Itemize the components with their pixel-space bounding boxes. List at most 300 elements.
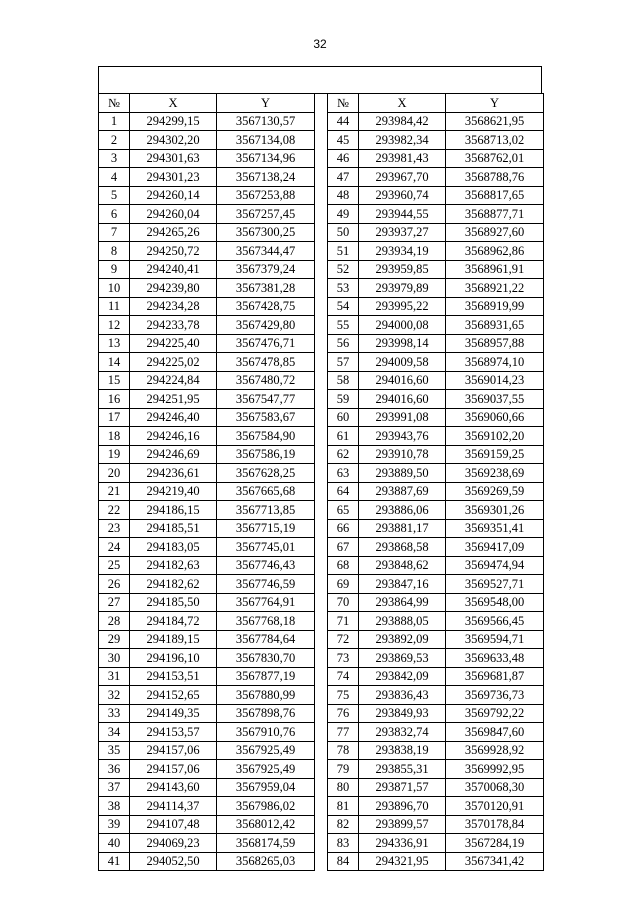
table-row — [99, 612, 544, 631]
cell-y: 3568713,02 — [446, 131, 544, 150]
cell-number: 35 — [99, 741, 130, 760]
column-gap — [315, 797, 328, 816]
cell-x: 294153,57 — [130, 723, 217, 742]
cell-y: 3568817,65 — [446, 186, 544, 205]
cell-x: 293937,27 — [359, 223, 446, 242]
column-gap — [315, 371, 328, 390]
cell-number: 44 — [328, 112, 359, 131]
cell-number: 2 — [99, 131, 130, 150]
column-gap — [315, 778, 328, 797]
cell-y: 3569102,20 — [446, 427, 544, 446]
cell-x: 294299,15 — [130, 112, 217, 131]
cell-y: 3569633,48 — [446, 649, 544, 668]
table-row — [99, 390, 544, 409]
cell-y: 3569792,22 — [446, 704, 544, 723]
column-gap — [315, 334, 328, 353]
cell-y: 3570178,84 — [446, 815, 544, 834]
column-gap — [315, 390, 328, 409]
cell-y: 3568174,59 — [217, 834, 315, 853]
cell-number: 71 — [328, 612, 359, 631]
cell-y: 3568921,22 — [446, 279, 544, 298]
cell-y: 3568265,03 — [217, 852, 315, 871]
table-row — [99, 260, 544, 279]
cell-number: 30 — [99, 649, 130, 668]
cell-y: 3569351,41 — [446, 519, 544, 538]
column-header-number: № — [328, 94, 359, 113]
cell-x: 294016,60 — [359, 390, 446, 409]
cell-number: 23 — [99, 519, 130, 538]
cell-x: 293960,74 — [359, 186, 446, 205]
cell-y: 3567925,49 — [217, 741, 315, 760]
cell-x: 294234,28 — [130, 297, 217, 316]
column-header-x: X — [359, 94, 446, 113]
table-row — [99, 852, 544, 871]
table-row — [99, 593, 544, 612]
cell-x: 293869,53 — [359, 649, 446, 668]
cell-y: 3567959,04 — [217, 778, 315, 797]
cell-number: 73 — [328, 649, 359, 668]
cell-x: 294182,63 — [130, 556, 217, 575]
cell-y: 3567478,85 — [217, 353, 315, 372]
cell-number: 80 — [328, 778, 359, 797]
table-row — [99, 815, 544, 834]
cell-number: 16 — [99, 390, 130, 409]
cell-x: 293881,17 — [359, 519, 446, 538]
cell-number: 15 — [99, 371, 130, 390]
cell-number: 32 — [99, 686, 130, 705]
table-caption-box — [98, 66, 542, 94]
column-header-x: X — [130, 94, 217, 113]
cell-x: 293934,19 — [359, 242, 446, 261]
cell-number: 34 — [99, 723, 130, 742]
cell-number: 57 — [328, 353, 359, 372]
cell-x: 294301,23 — [130, 168, 217, 187]
cell-x: 293848,62 — [359, 556, 446, 575]
cell-y: 3567628,25 — [217, 464, 315, 483]
cell-x: 293847,16 — [359, 575, 446, 594]
column-gap — [315, 593, 328, 612]
column-gap — [315, 815, 328, 834]
table-row — [99, 316, 544, 335]
cell-number: 22 — [99, 501, 130, 520]
cell-number: 49 — [328, 205, 359, 224]
cell-y: 3567257,45 — [217, 205, 315, 224]
cell-x: 294153,51 — [130, 667, 217, 686]
cell-x: 294301,63 — [130, 149, 217, 168]
coordinates-table — [98, 93, 544, 871]
cell-number: 17 — [99, 408, 130, 427]
table-row — [99, 760, 544, 779]
cell-x: 294009,58 — [359, 353, 446, 372]
cell-y: 3568788,76 — [446, 168, 544, 187]
cell-x: 293998,14 — [359, 334, 446, 353]
cell-x: 294240,41 — [130, 260, 217, 279]
cell-number: 70 — [328, 593, 359, 612]
cell-y: 3569847,60 — [446, 723, 544, 742]
table-row — [99, 501, 544, 520]
table-row — [99, 778, 544, 797]
column-gap — [315, 482, 328, 501]
cell-x: 293982,34 — [359, 131, 446, 150]
cell-number: 48 — [328, 186, 359, 205]
cell-x: 293842,09 — [359, 667, 446, 686]
table-row — [99, 223, 544, 242]
cell-x: 294260,14 — [130, 186, 217, 205]
table-row — [99, 575, 544, 594]
cell-y: 3570120,91 — [446, 797, 544, 816]
cell-y: 3569992,95 — [446, 760, 544, 779]
cell-y: 3569014,23 — [446, 371, 544, 390]
cell-number: 74 — [328, 667, 359, 686]
cell-x: 294219,40 — [130, 482, 217, 501]
cell-number: 51 — [328, 242, 359, 261]
cell-x: 294143,60 — [130, 778, 217, 797]
cell-number: 5 — [99, 186, 130, 205]
column-gap — [315, 149, 328, 168]
column-gap — [315, 279, 328, 298]
cell-y: 3567745,01 — [217, 538, 315, 557]
cell-y: 3567746,43 — [217, 556, 315, 575]
cell-y: 3567547,77 — [217, 390, 315, 409]
cell-number: 52 — [328, 260, 359, 279]
cell-x: 294052,50 — [130, 852, 217, 871]
cell-y: 3567910,76 — [217, 723, 315, 742]
cell-number: 63 — [328, 464, 359, 483]
table-row — [99, 482, 544, 501]
cell-y: 3567584,90 — [217, 427, 315, 446]
cell-number: 78 — [328, 741, 359, 760]
cell-x: 294183,05 — [130, 538, 217, 557]
cell-x: 294321,95 — [359, 852, 446, 871]
cell-y: 3567586,19 — [217, 445, 315, 464]
cell-x: 293967,70 — [359, 168, 446, 187]
cell-number: 14 — [99, 353, 130, 372]
cell-number: 67 — [328, 538, 359, 557]
cell-number: 40 — [99, 834, 130, 853]
cell-y: 3567898,76 — [217, 704, 315, 723]
column-gap — [315, 353, 328, 372]
cell-y: 3567429,80 — [217, 316, 315, 335]
column-gap — [315, 612, 328, 631]
cell-y: 3569736,73 — [446, 686, 544, 705]
cell-number: 9 — [99, 260, 130, 279]
table-row — [99, 704, 544, 723]
cell-y: 3569269,59 — [446, 482, 544, 501]
table-header-row — [99, 94, 544, 113]
column-gap — [315, 741, 328, 760]
cell-x: 293832,74 — [359, 723, 446, 742]
cell-x: 293892,09 — [359, 630, 446, 649]
cell-x: 294184,72 — [130, 612, 217, 631]
table-row — [99, 445, 544, 464]
cell-y: 3567476,71 — [217, 334, 315, 353]
cell-number: 18 — [99, 427, 130, 446]
cell-y: 3568012,42 — [217, 815, 315, 834]
column-gap — [315, 223, 328, 242]
table-row — [99, 297, 544, 316]
cell-number: 56 — [328, 334, 359, 353]
cell-number: 45 — [328, 131, 359, 150]
cell-y: 3568919,99 — [446, 297, 544, 316]
cell-x: 294260,04 — [130, 205, 217, 224]
cell-x: 294236,61 — [130, 464, 217, 483]
column-gap — [315, 186, 328, 205]
cell-number: 4 — [99, 168, 130, 187]
column-gap — [315, 852, 328, 871]
cell-number: 68 — [328, 556, 359, 575]
cell-number: 75 — [328, 686, 359, 705]
column-gap — [315, 297, 328, 316]
column-gap — [315, 630, 328, 649]
cell-x: 294265,26 — [130, 223, 217, 242]
column-gap — [315, 112, 328, 131]
cell-y: 3569566,45 — [446, 612, 544, 631]
cell-number: 54 — [328, 297, 359, 316]
column-gap — [315, 408, 328, 427]
cell-x: 293979,89 — [359, 279, 446, 298]
cell-number: 58 — [328, 371, 359, 390]
cell-y: 3567428,75 — [217, 297, 315, 316]
cell-number: 19 — [99, 445, 130, 464]
cell-y: 3569238,69 — [446, 464, 544, 483]
cell-x: 294225,02 — [130, 353, 217, 372]
column-gap — [315, 260, 328, 279]
cell-x: 294157,06 — [130, 760, 217, 779]
table-row — [99, 723, 544, 742]
cell-x: 293887,69 — [359, 482, 446, 501]
table-row — [99, 667, 544, 686]
cell-y: 3567379,24 — [217, 260, 315, 279]
cell-y: 3569417,09 — [446, 538, 544, 557]
column-gap — [315, 686, 328, 705]
cell-y: 3567665,68 — [217, 482, 315, 501]
cell-x: 294189,15 — [130, 630, 217, 649]
table-body — [99, 112, 544, 871]
cell-y: 3569527,71 — [446, 575, 544, 594]
cell-y: 3568961,91 — [446, 260, 544, 279]
table-row — [99, 186, 544, 205]
column-gap — [315, 538, 328, 557]
cell-x: 294246,16 — [130, 427, 217, 446]
column-gap — [315, 464, 328, 483]
column-gap — [315, 94, 328, 113]
column-header-y: Y — [446, 94, 544, 113]
column-gap — [315, 168, 328, 187]
cell-number: 72 — [328, 630, 359, 649]
cell-y: 3569681,87 — [446, 667, 544, 686]
cell-x: 294225,40 — [130, 334, 217, 353]
cell-y: 3569037,55 — [446, 390, 544, 409]
cell-x: 294250,72 — [130, 242, 217, 261]
cell-y: 3567284,19 — [446, 834, 544, 853]
cell-number: 62 — [328, 445, 359, 464]
cell-y: 3568927,60 — [446, 223, 544, 242]
cell-number: 1 — [99, 112, 130, 131]
cell-number: 69 — [328, 575, 359, 594]
cell-number: 24 — [99, 538, 130, 557]
cell-x: 294069,23 — [130, 834, 217, 853]
cell-x: 293959,85 — [359, 260, 446, 279]
page-number: 32 — [313, 37, 327, 51]
cell-number: 28 — [99, 612, 130, 631]
cell-x: 294114,37 — [130, 797, 217, 816]
cell-number: 20 — [99, 464, 130, 483]
cell-y: 3569594,71 — [446, 630, 544, 649]
cell-y: 3567768,18 — [217, 612, 315, 631]
cell-number: 50 — [328, 223, 359, 242]
column-gap — [315, 556, 328, 575]
cell-y: 3567381,28 — [217, 279, 315, 298]
cell-number: 59 — [328, 390, 359, 409]
cell-number: 64 — [328, 482, 359, 501]
cell-y: 3568957,88 — [446, 334, 544, 353]
table-row — [99, 556, 544, 575]
cell-number: 81 — [328, 797, 359, 816]
cell-x: 293855,31 — [359, 760, 446, 779]
table-row — [99, 408, 544, 427]
cell-y: 3568931,65 — [446, 316, 544, 335]
cell-y: 3570068,30 — [446, 778, 544, 797]
table-row — [99, 797, 544, 816]
cell-number: 13 — [99, 334, 130, 353]
cell-x: 293896,70 — [359, 797, 446, 816]
cell-y: 3568762,01 — [446, 149, 544, 168]
cell-y: 3567583,67 — [217, 408, 315, 427]
cell-number: 36 — [99, 760, 130, 779]
cell-number: 53 — [328, 279, 359, 298]
cell-x: 293991,08 — [359, 408, 446, 427]
cell-number: 66 — [328, 519, 359, 538]
cell-number: 25 — [99, 556, 130, 575]
cell-x: 294251,95 — [130, 390, 217, 409]
cell-y: 3567134,08 — [217, 131, 315, 150]
cell-x: 293984,42 — [359, 112, 446, 131]
cell-x: 293944,55 — [359, 205, 446, 224]
column-header-y: Y — [217, 94, 315, 113]
cell-x: 293849,93 — [359, 704, 446, 723]
cell-number: 77 — [328, 723, 359, 742]
cell-number: 12 — [99, 316, 130, 335]
column-gap — [315, 316, 328, 335]
cell-y: 3567925,49 — [217, 760, 315, 779]
cell-x: 294336,91 — [359, 834, 446, 853]
cell-y: 3567344,47 — [217, 242, 315, 261]
table-row — [99, 242, 544, 261]
cell-number: 11 — [99, 297, 130, 316]
cell-y: 3567253,88 — [217, 186, 315, 205]
cell-y: 3567134,96 — [217, 149, 315, 168]
column-gap — [315, 704, 328, 723]
cell-y: 3569060,66 — [446, 408, 544, 427]
cell-y: 3567480,72 — [217, 371, 315, 390]
table-row — [99, 630, 544, 649]
cell-y: 3567300,25 — [217, 223, 315, 242]
cell-x: 293899,57 — [359, 815, 446, 834]
table-row — [99, 538, 544, 557]
table-row — [99, 834, 544, 853]
cell-number: 29 — [99, 630, 130, 649]
cell-number: 31 — [99, 667, 130, 686]
table-row — [99, 686, 544, 705]
cell-x: 293864,99 — [359, 593, 446, 612]
cell-number: 82 — [328, 815, 359, 834]
cell-x: 294157,06 — [130, 741, 217, 760]
cell-y: 3567138,24 — [217, 168, 315, 187]
cell-y: 3569301,26 — [446, 501, 544, 520]
cell-number: 39 — [99, 815, 130, 834]
cell-number: 46 — [328, 149, 359, 168]
cell-number: 76 — [328, 704, 359, 723]
column-gap — [315, 834, 328, 853]
cell-y: 3567341,42 — [446, 852, 544, 871]
cell-x: 294152,65 — [130, 686, 217, 705]
table-row — [99, 334, 544, 353]
cell-y: 3568974,10 — [446, 353, 544, 372]
column-gap — [315, 131, 328, 150]
cell-x: 293943,76 — [359, 427, 446, 446]
cell-y: 3567746,59 — [217, 575, 315, 594]
cell-y: 3567784,64 — [217, 630, 315, 649]
cell-number: 27 — [99, 593, 130, 612]
cell-x: 294016,60 — [359, 371, 446, 390]
cell-number: 38 — [99, 797, 130, 816]
table-row — [99, 205, 544, 224]
table-row — [99, 112, 544, 131]
cell-number: 3 — [99, 149, 130, 168]
column-gap — [315, 760, 328, 779]
column-gap — [315, 519, 328, 538]
cell-number: 26 — [99, 575, 130, 594]
table-row — [99, 131, 544, 150]
cell-x: 294149,35 — [130, 704, 217, 723]
cell-y: 3567713,85 — [217, 501, 315, 520]
cell-y: 3567880,99 — [217, 686, 315, 705]
cell-number: 10 — [99, 279, 130, 298]
cell-y: 3567830,70 — [217, 649, 315, 668]
cell-number: 41 — [99, 852, 130, 871]
cell-x: 293888,05 — [359, 612, 446, 631]
cell-y: 3569548,00 — [446, 593, 544, 612]
cell-x: 294185,50 — [130, 593, 217, 612]
table-row — [99, 649, 544, 668]
cell-x: 294246,40 — [130, 408, 217, 427]
cell-y: 3569159,25 — [446, 445, 544, 464]
cell-number: 84 — [328, 852, 359, 871]
cell-x: 293838,19 — [359, 741, 446, 760]
cell-number: 79 — [328, 760, 359, 779]
cell-x: 293886,06 — [359, 501, 446, 520]
cell-number: 61 — [328, 427, 359, 446]
cell-number: 7 — [99, 223, 130, 242]
cell-y: 3567715,19 — [217, 519, 315, 538]
cell-x: 294302,20 — [130, 131, 217, 150]
table-row — [99, 464, 544, 483]
cell-x: 294000,08 — [359, 316, 446, 335]
cell-y: 3567764,91 — [217, 593, 315, 612]
table-row — [99, 149, 544, 168]
cell-y: 3568621,95 — [446, 112, 544, 131]
cell-x: 294185,51 — [130, 519, 217, 538]
column-header-number: № — [99, 94, 130, 113]
cell-x: 294182,62 — [130, 575, 217, 594]
cell-x: 293910,78 — [359, 445, 446, 464]
cell-y: 3567877,19 — [217, 667, 315, 686]
column-gap — [315, 445, 328, 464]
cell-number: 6 — [99, 205, 130, 224]
column-gap — [315, 427, 328, 446]
column-gap — [315, 667, 328, 686]
cell-number: 65 — [328, 501, 359, 520]
